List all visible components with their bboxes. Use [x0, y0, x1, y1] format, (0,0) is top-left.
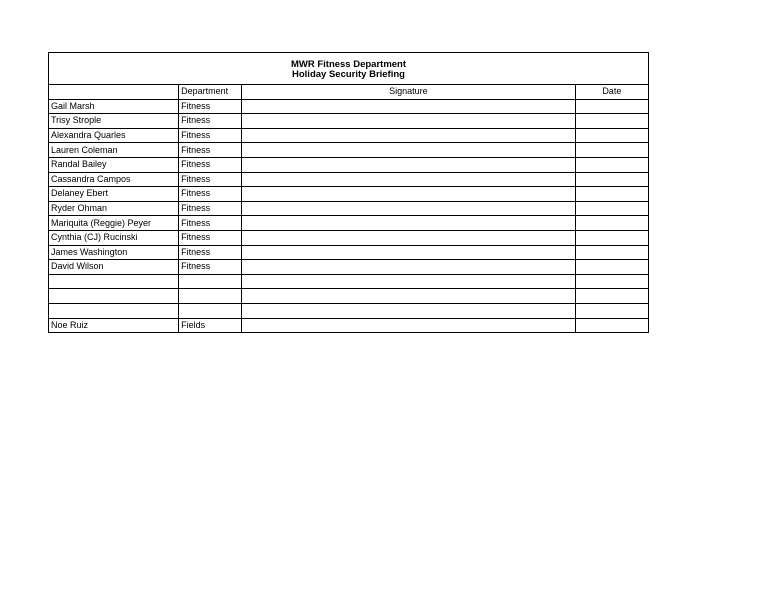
department-cell: Fields — [179, 318, 242, 333]
table-row — [49, 187, 649, 202]
date-cell[interactable] — [575, 289, 648, 304]
header-department: Department — [179, 85, 242, 100]
signature-cell[interactable] — [242, 245, 576, 260]
department-cell: Fitness — [179, 172, 242, 187]
department-cell[interactable] — [179, 289, 242, 304]
name-cell: Gail Marsh — [49, 99, 179, 114]
name-cell: Alexandra Quarles — [49, 128, 179, 143]
date-cell[interactable] — [575, 245, 648, 260]
header-signature: Signature — [242, 85, 576, 100]
date-cell[interactable] — [575, 318, 648, 333]
name-cell: Cynthia (CJ) Rucinski — [49, 230, 179, 245]
table-row — [49, 303, 649, 318]
name-cell[interactable] — [49, 289, 179, 304]
table-row — [49, 230, 649, 245]
date-cell[interactable] — [575, 187, 648, 202]
department-cell: Fitness — [179, 201, 242, 216]
table-row — [49, 114, 649, 129]
date-cell[interactable] — [575, 274, 648, 289]
name-cell: Ryder Ohman — [49, 201, 179, 216]
department-cell: Fitness — [179, 99, 242, 114]
date-cell[interactable] — [575, 157, 648, 172]
signature-cell[interactable] — [242, 187, 576, 202]
date-cell[interactable] — [575, 230, 648, 245]
date-cell[interactable] — [575, 260, 648, 275]
department-cell: Fitness — [179, 260, 242, 275]
table-row — [49, 216, 649, 231]
name-cell: David Wilson — [49, 260, 179, 275]
name-cell: James Washington — [49, 245, 179, 260]
table-row — [49, 318, 649, 333]
department-cell: Fitness — [179, 216, 242, 231]
department-cell: Fitness — [179, 245, 242, 260]
date-cell[interactable] — [575, 143, 648, 158]
table-row — [49, 289, 649, 304]
signature-cell[interactable] — [242, 157, 576, 172]
signature-cell[interactable] — [242, 143, 576, 158]
header-name — [49, 85, 179, 100]
date-cell[interactable] — [575, 303, 648, 318]
department-cell[interactable] — [179, 303, 242, 318]
date-cell[interactable] — [575, 114, 648, 129]
signature-cell[interactable] — [242, 230, 576, 245]
signature-cell[interactable] — [242, 289, 576, 304]
name-cell: Randal Bailey — [49, 157, 179, 172]
table-row — [49, 99, 649, 114]
title-line-1: MWR Fitness Department — [290, 58, 407, 70]
department-cell: Fitness — [179, 143, 242, 158]
date-cell[interactable] — [575, 128, 648, 143]
department-cell: Fitness — [179, 128, 242, 143]
table-row — [49, 245, 649, 260]
table-row — [49, 157, 649, 172]
signature-cell[interactable] — [242, 201, 576, 216]
signature-cell[interactable] — [242, 303, 576, 318]
signature-cell[interactable] — [242, 216, 576, 231]
signature-cell[interactable] — [242, 114, 576, 129]
table-row — [49, 128, 649, 143]
signature-cell[interactable] — [242, 318, 576, 333]
name-cell[interactable] — [49, 303, 179, 318]
sign-in-sheet — [48, 52, 649, 333]
name-cell: Lauren Coleman — [49, 143, 179, 158]
department-cell: Fitness — [179, 157, 242, 172]
department-cell: Fitness — [179, 187, 242, 202]
briefing-table — [48, 52, 649, 333]
table-row — [49, 172, 649, 187]
header-row — [49, 85, 649, 100]
table-row — [49, 143, 649, 158]
signature-cell[interactable] — [242, 172, 576, 187]
date-cell[interactable] — [575, 216, 648, 231]
header-date: Date — [575, 85, 648, 100]
table-row — [49, 201, 649, 216]
title-row — [49, 53, 649, 85]
sheet-title — [49, 53, 649, 85]
name-cell: Noe Ruiz — [49, 318, 179, 333]
signature-cell[interactable] — [242, 260, 576, 275]
name-cell: Mariquita (Reggie) Peyer — [49, 216, 179, 231]
title-line-2: Holiday Security Briefing — [292, 68, 405, 80]
department-cell: Fitness — [179, 230, 242, 245]
table-row — [49, 274, 649, 289]
date-cell[interactable] — [575, 99, 648, 114]
date-cell[interactable] — [575, 172, 648, 187]
signature-cell[interactable] — [242, 99, 576, 114]
signature-cell[interactable] — [242, 128, 576, 143]
table-row — [49, 260, 649, 275]
department-cell: Fitness — [179, 114, 242, 129]
name-cell: Trisy Strople — [49, 114, 179, 129]
name-cell[interactable] — [49, 274, 179, 289]
signature-cell[interactable] — [242, 274, 576, 289]
name-cell: Delaney Ebert — [49, 187, 179, 202]
date-cell[interactable] — [575, 201, 648, 216]
name-cell: Cassandra Campos — [49, 172, 179, 187]
department-cell[interactable] — [179, 274, 242, 289]
